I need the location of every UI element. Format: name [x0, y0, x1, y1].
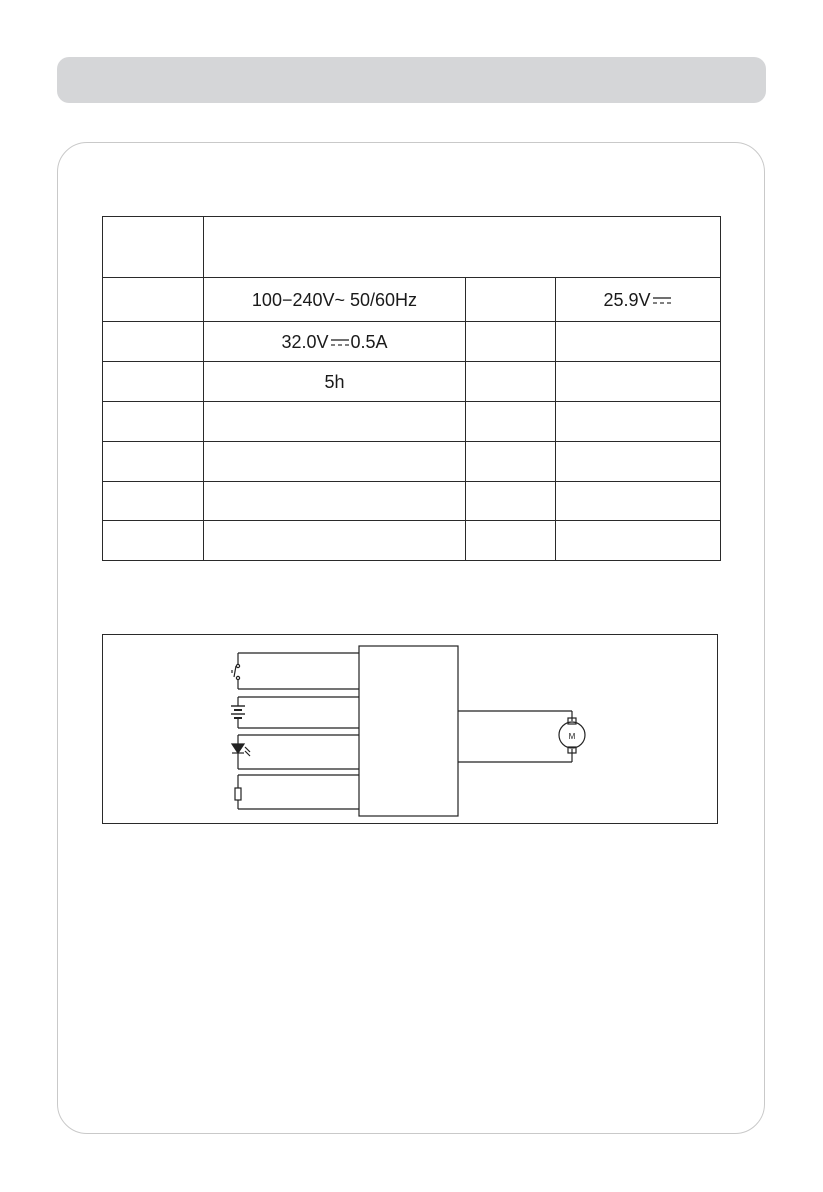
battery-voltage-text: 25.9V — [603, 289, 651, 310]
table-cell — [204, 402, 466, 442]
output-current-text: 0.5A — [350, 331, 388, 352]
led-icon — [232, 735, 359, 769]
table-cell — [204, 217, 721, 278]
dc-symbol-icon — [331, 338, 349, 347]
table-row — [103, 482, 721, 521]
table-cell — [204, 482, 466, 521]
dc-symbol-icon — [653, 296, 671, 305]
charge-time-value — [204, 362, 466, 402]
table-row — [103, 521, 721, 561]
table-cell — [556, 402, 721, 442]
table-cell — [556, 521, 721, 561]
circuit-diagram-svg — [103, 635, 719, 825]
table-cell — [466, 362, 556, 402]
table-row — [103, 402, 721, 442]
input-voltage-text: 100−240V~ 50/60Hz — [251, 289, 418, 310]
motor-label: M — [568, 732, 576, 741]
table-row — [103, 362, 721, 402]
table-cell — [103, 362, 204, 402]
table-cell — [466, 278, 556, 322]
table-cell — [103, 482, 204, 521]
table-cell — [103, 402, 204, 442]
charge-time-text: 5h — [324, 371, 345, 392]
input-voltage-value — [204, 278, 466, 322]
table-cell — [466, 322, 556, 362]
table-row — [103, 442, 721, 482]
resistor-icon — [235, 775, 359, 809]
battery-voltage-value — [556, 278, 721, 322]
table-cell — [103, 442, 204, 482]
table-cell — [204, 521, 466, 561]
table-cell — [103, 278, 204, 322]
table-row — [103, 322, 721, 362]
table-cell — [466, 402, 556, 442]
table-cell — [204, 442, 466, 482]
table-cell — [556, 442, 721, 482]
spec-table — [102, 216, 721, 561]
table-cell — [556, 322, 721, 362]
table-row — [103, 217, 721, 278]
table-cell — [556, 362, 721, 402]
table-cell — [556, 482, 721, 521]
circuit-diagram — [102, 634, 718, 824]
battery-icon — [231, 697, 359, 728]
control-block — [359, 646, 458, 816]
output-voltage-text: 32.0V — [281, 331, 329, 352]
table-cell — [466, 521, 556, 561]
table-cell — [103, 217, 204, 278]
table-cell — [103, 322, 204, 362]
table-cell — [466, 482, 556, 521]
switch-icon — [232, 653, 359, 689]
output-value — [204, 322, 466, 362]
section-header-bar — [57, 57, 766, 103]
table-cell — [103, 521, 204, 561]
table-row — [103, 278, 721, 322]
table-cell — [466, 442, 556, 482]
